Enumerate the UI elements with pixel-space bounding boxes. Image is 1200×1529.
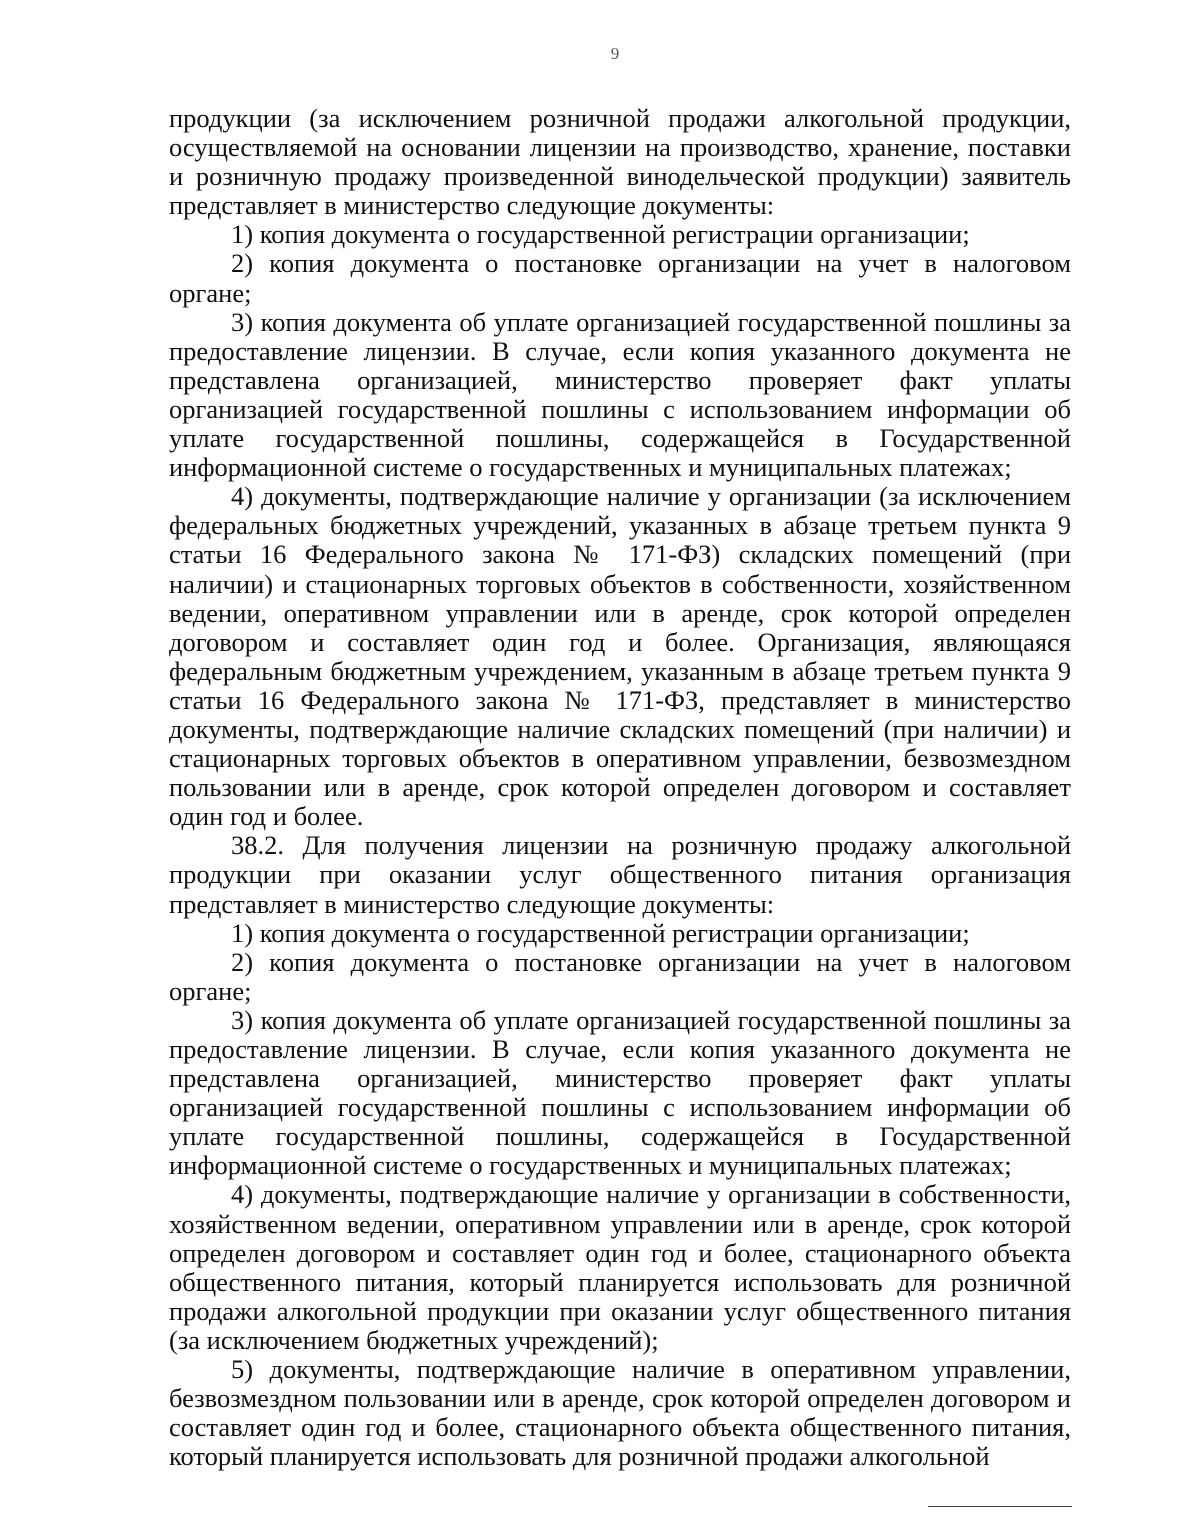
- list-item-4-catering-object-documents: 4) документы, подтверждающие наличие у организации в собственности, хозяйственном ведении, оперативном управлении или в аренде, срок которой определен договором и составляет один год и более, стационарного объекта общественного питания, который планируется использовать для розничной продажи алкогольной продукции при оказании услуг общественного питания (за исключением бюджетных учреждений);: [169, 1179, 1071, 1355]
- list-item-3-state-fee-copy: 3) копия документа об уплате организацией государственной пошлины за предоставление лицензии. В случае, если копия указанного документа не представлена организацией, министерство проверяет факт уплаты организацией государственной пошлины с использованием информации об уплате государственной пошлины, содержащейся в Государственной информационной системе о государственных и муниципальных платежах;: [169, 1004, 1071, 1181]
- list-item-2-tax-registration-copy: 2) копия документа о постановке организации на учет в налоговом органе;: [169, 946, 1071, 1006]
- footer-divider-line: [928, 1506, 1072, 1507]
- list-item-2-tax-registration-copy: 2) копия документа о постановке организации на учет в налоговом органе;: [169, 248, 1071, 308]
- list-item-5-catering-object-documents: 5) документы, подтверждающие наличие в оперативном управлении, безвозмездном пользовании или в аренде, срок которой определен договором и составляет один год и более, стационарного объекта общественного питания, который планируется использовать для розничной продажи алкогольной: [169, 1354, 1071, 1472]
- document-body: [169, 104, 1071, 1471]
- list-item-1-registration-copy: 1) копия документа о государственной регистрации организации;: [231, 219, 970, 250]
- page-number: 9: [610, 44, 620, 63]
- list-item-4-premises-documents: 4) документы, подтверждающие наличие у организации (за исключением федеральных бюджетных учреждений, указанных в абзаце третьем пункта 9 статьи 16 Федерального закона № 171-ФЗ) складских помещений (при наличии) и стационарных торговых объектов в собственности, хозяйственном ведении, оперативном управлении или в аренде, срок которой определен договором и составляет один год и более. Организация, являющаяся федеральным бюджетным учреждением, указанным в абзаце третьем пункта 9 статьи 16 Федерального закона № 171-ФЗ, представляет в министерство документы, подтверждающие наличие складских помещений (при наличии) и стационарных торговых объектов в оперативном управлении, безвозмездном пользовании или в аренде, срок которой определен договором и составляет один год и более.: [169, 481, 1071, 832]
- list-item-1-registration-copy: 1) копия документа о государственной регистрации организации;: [231, 917, 970, 948]
- paragraph-continuation: продукции (за исключением розничной продажи алкогольной продукции, осуществляемой на основании лицензии на производство, хранение, поставки и розничную продажу произведенной винодельческой продукции) заявитель представляет в министерство следующие документы:: [169, 103, 1071, 221]
- list-item-3-state-fee-copy: 3) копия документа об уплате организацией государственной пошлины за предоставление лицензии. В случае, если копия указанного документа не представлена организацией, министерство проверяет факт уплаты организацией государственной пошлины с использованием информации об уплате государственной пошлины, содержащейся в Государственной информационной системе о государственных и муниципальных платежах;: [169, 306, 1071, 483]
- section-38-2-heading-paragraph: 38.2. Для получения лицензии на розничную продажу алкогольной продукции при оказании услуг общественного питания организация представляет в министерство следующие документы:: [169, 830, 1071, 919]
